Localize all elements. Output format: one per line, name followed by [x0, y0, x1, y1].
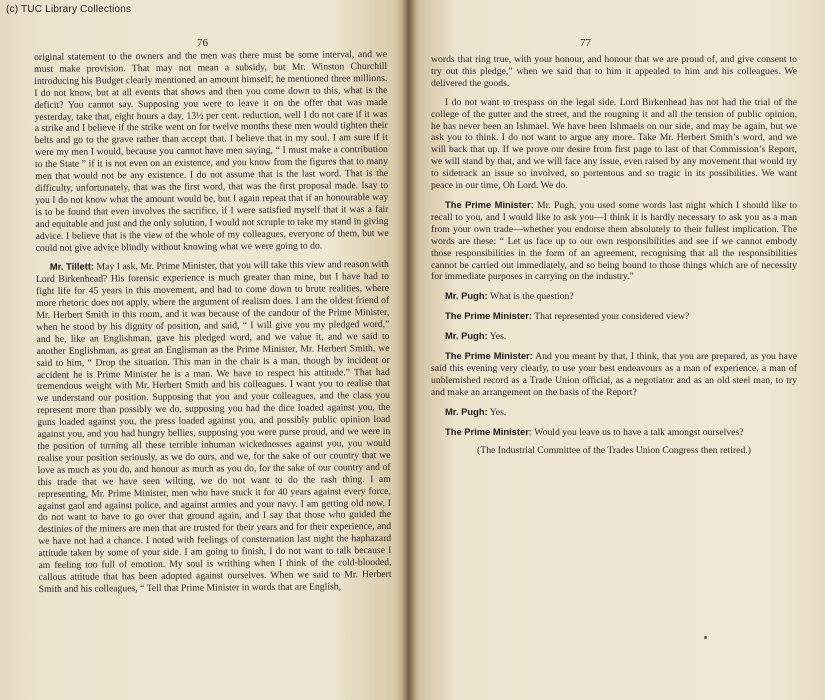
paragraph-prime-minister-3	[431, 350, 797, 399]
paragraph-tillett	[36, 258, 392, 595]
paragraph-continued: original statement to the owners and the men was there must be some interval, and we must make provision. That may not mean a subsidy, but Mr. Winston Churchill introducing his Budget clearly mentioned an amount himself; he mentioned three millions. I do not know, but at all events that shows and then you come down to this, what is the deficit? You cannot say. Supposing you were to leave it on the offer that was made yesterday, take that, eight hours a day, 13½ per cent. reduction, well I do not care if it was a strike and I believe if the strike went on for twelve months these men would tighten their belts and go to the grave rather than accept that. I believe that in my soul. I am sure if it were my men I would, because you cannot have men saying, “ I must make a contribution to the State ” if it is not even on an existence, and you know from the figures that to many men that would not be any existence. I do not assume that is the last word. That is the difficulty, unfortunately, that was the first word, that was the first proposal made. Isay to you I do not know what the amount would be, but I again repeat that if an honourable way is to be found that even involves the sacrifice, if I were satisfied myself that it was a fair and equitable and just and the only solution, I would not scruple to take my stand in giving advice. I believe that is the view of the whole of my colleagues, everyone of them, but we could not give advice blindly without knowing what we were going to do.	[34, 48, 389, 254]
speech-text: May I ask, Mr. Prime Minister, that you will take this view and reason with Lord Birkenhead? His forensic experience is much greater than mine, but I have had to fight life for 45 years in this movement, and had to come down to brute realities, where more rhetoric does not apply, where the argument of realism does. I am the oldest friend of Mr. Herbert Smith in this room, and it was because of the candour of the Prime Minister, when he stood by his dignity of position, and said, “ I will give you my pledged word,” and he, like an Englishman, gave his pledged word, and we value it, and we said to another Englishman, as great an Englisman as the Prime Minister, Mr. Herbert Smith, we said to him, “ Drop the situation. This man in the chair is a man, though by incident or accident he is Prime Minister he is a man. We have to respect his attitude.” That had tremendous weight with Mr. Herbert Smith and his colleagues. I want you to realise that we understand our position. Supposing that you and your colleagues, and the class you represent more than possibly we do, supposing you had the dice loaded against you, the guns loaded against you, the press loaded against you, and possibly public opinion load against you, and you had hungry bellies, supposing you were purse proud, and we were in the position of turning all these terrible inhuman wickednesses against you, you would realise your position seriously, as we do ours, and we, for the sake of our country that we love as much as you do, and honour as much as you do, for the sake of our country and of this trade that we have seen wilting, we do not want to do the rash thing. I am representing, Mr. Prime Minister, men who have stuck it for 40 years against every force, against gaol and against police, and against armies and your navy. I am getting old now, I do not want to have to go over that ground again, and I say that those who guided the destinies of the miners are men that are trusted for their years and for their experience, and we have not had a chance. I noted with feelings of consternation last night the haphazard attitude taken by some of your side. I am going to finish, I do not want to talk because I am feeling too full of emotion. My soul is writhing when I think of the cold-blooded, callous attitude that has been adopted against ourselves. When we said to Mr. Herbert Smith and his colleagues, “ Tell that Prime Minister in words that are English,	[35, 259, 392, 595]
left-page	[0, 0, 408, 700]
stage-direction: (The Industrial Committee of the Trades Union Congress then retired.)	[477, 445, 751, 457]
right-page	[408, 0, 825, 700]
speaker-label: The Prime Minister:	[445, 425, 532, 437]
paragraph-trespass: I do not want to trespass on the legal side. Lord Birkenhead has not had the trial of the college of the gutter and the street, and the rougning it and all the tension of public opinion, he has never been an Ishmael. We have been Ishmaels on our side, and may be again, but we ask you to think. I do not want to argue any more. Take Mr. Herbert Smith’s word, and we will back that up. If we prove our desire from first page to last of that Commission’s Report, we will stand by that, and we will face any issue, even raised by any movement that would try to sidetrack an issue so involved, so portentous and so tragic in its possibilities. We want peace in our time, Oh Lord. We do.	[431, 96, 797, 192]
paragraph-pugh-2	[431, 330, 797, 343]
speaker-label: The Prime Minister:	[445, 350, 533, 362]
left-page-text	[34, 49, 392, 596]
speaker-label: Mr. Tillett:	[49, 260, 95, 273]
page-number-right: 77	[580, 37, 591, 49]
speech-text: That represented your considered view?	[534, 311, 690, 323]
copyright-watermark: (c) TUC Library Collections	[6, 4, 132, 15]
speech-text: And you meant by that, I think, that you are prepared, as you have said this evening very clearly, to use your best endeavours as a man of experience, a man of unblemished record as a Trade Union official, as a negotiator and as an old steel man, to try and make an arrangement on the basis of the Report?	[431, 351, 797, 398]
speaker-label: Mr. Pugh:	[445, 290, 488, 302]
book-gutter	[402, 0, 416, 700]
paragraph-prime-minister-1	[431, 199, 797, 283]
page-number-left: 76	[197, 37, 208, 49]
speech-text: What is the question?	[489, 291, 574, 303]
paragraph-pugh-3	[431, 406, 797, 419]
paragraph-continued: words that ring true, with your honour, and honour that we are proud of, and give consent to try out this pledge,” when we said that to him it appealed to him and his colleagues. We delivered the goods.	[431, 54, 797, 89]
speech-text: Would you leave us to have a talk amongst ourselves?	[534, 426, 744, 438]
paragraph-prime-minister-4	[431, 426, 797, 439]
speaker-label: Mr. Pugh:	[445, 330, 488, 342]
paper-speck	[704, 636, 707, 639]
right-page-text	[431, 54, 797, 457]
speech-text: Yes.	[489, 331, 507, 343]
paragraph-pugh-1	[431, 290, 797, 303]
speaker-label: Mr. Pugh:	[445, 405, 488, 417]
speaker-label: The Prime Minister:	[445, 198, 534, 210]
speech-text: Mr. Pugh, you used some words last night which I should like to recall to you, and I would like to ask you—I think it is hardly necessary to ask you as a man from your own trade—whether you endorse them absolutely to their fullest implication. The words are these: “ Let us face up to our own responsibilities and see if we cannot embody those responsibilities in the form of an agreement, recognising that all the responsibilities cannot be carried out immediately, and so being bound to those things which are of necessity for immediate purposes in carrying on the industry.”	[431, 199, 798, 283]
speech-text: Yes.	[489, 406, 507, 418]
paragraph-prime-minister-2	[431, 310, 797, 323]
speaker-label: The Prime Minister:	[445, 310, 532, 322]
